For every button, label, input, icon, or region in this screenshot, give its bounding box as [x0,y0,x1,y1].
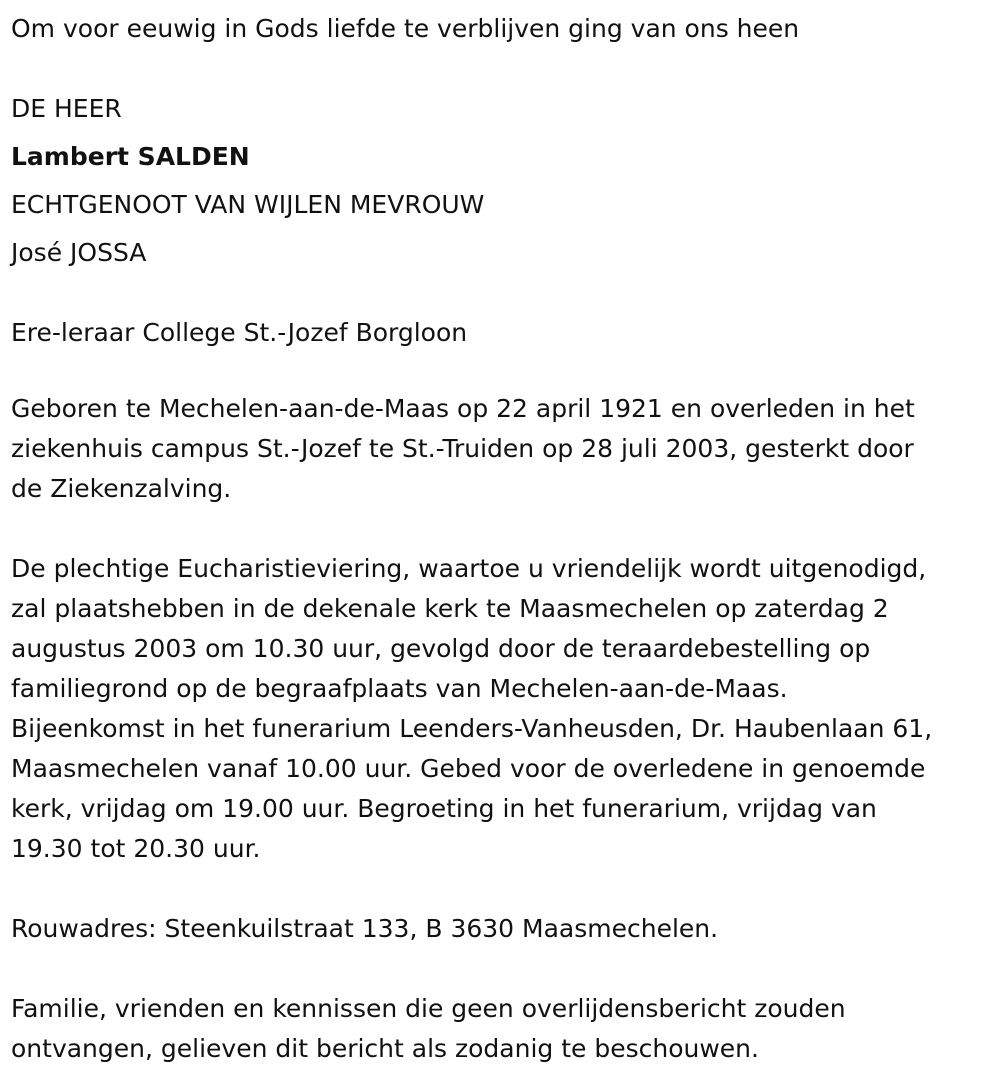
deceased-name: Lambert SALDEN [11,142,250,171]
paragraph-line: De plechtige Eucharistieviering, waartoe u vriendelijk wordt uitgenodigd, [11,554,927,583]
relation-line: ECHTGENOOT VAN WIJLEN MEVROUW [11,190,485,219]
ceremony-paragraph [11,549,996,869]
spouse-name: José JOSSA [11,238,147,267]
paragraph-line: Maasmechelen vanaf 10.00 uur. Gebed voor de overledene in genoemde [11,754,926,783]
paragraph-line: zal plaatshebben in de dekenale kerk te Maasmechelen op zaterdag 2 [11,594,889,623]
paragraph-line: Bijeenkomst in het funerarium Leenders-Vanheusden, Dr. Haubenlaan 61, [11,714,933,743]
paragraph-line: Familie, vrienden en kennissen die geen overlijdensbericht zouden [11,994,846,1023]
paragraph-line: 19.30 tot 20.30 uur. [11,834,261,863]
paragraph-line: Geboren te Mechelen-aan-de-Maas op 22 april 1921 en overleden in het [11,394,915,423]
death-notice [11,5,996,1069]
paragraph-line: familiegrond op de begraafplaats van Mechelen-aan-de-Maas. [11,674,788,703]
intro-text: Om voor eeuwig in Gods liefde te verblijven ging van ons heen [11,14,800,43]
address-text: Rouwadres: Steenkuilstraat 133, B 3630 Maasmechelen. [11,914,719,943]
paragraph-line: ziekenhuis campus St.-Jozef te St.-Truiden op 28 juli 2003, gesterkt door [11,434,914,463]
title-line: DE HEER [11,94,122,123]
closing-paragraph [11,989,996,1069]
birth-death-paragraph [11,389,996,509]
paragraph-line: de Ziekenzalving. [11,474,232,503]
paragraph-line: ontvangen, gelieven dit bericht als zodanig te beschouwen. [11,1034,759,1063]
occupation-text: Ere-leraar College St.-Jozef Borgloon [11,318,468,347]
paragraph-line: augustus 2003 om 10.30 uur, gevolgd door de teraardebestelling op [11,634,871,663]
paragraph-line: kerk, vrijdag om 19.00 uur. Begroeting in het funerarium, vrijdag van [11,794,877,823]
name-block [11,85,996,277]
